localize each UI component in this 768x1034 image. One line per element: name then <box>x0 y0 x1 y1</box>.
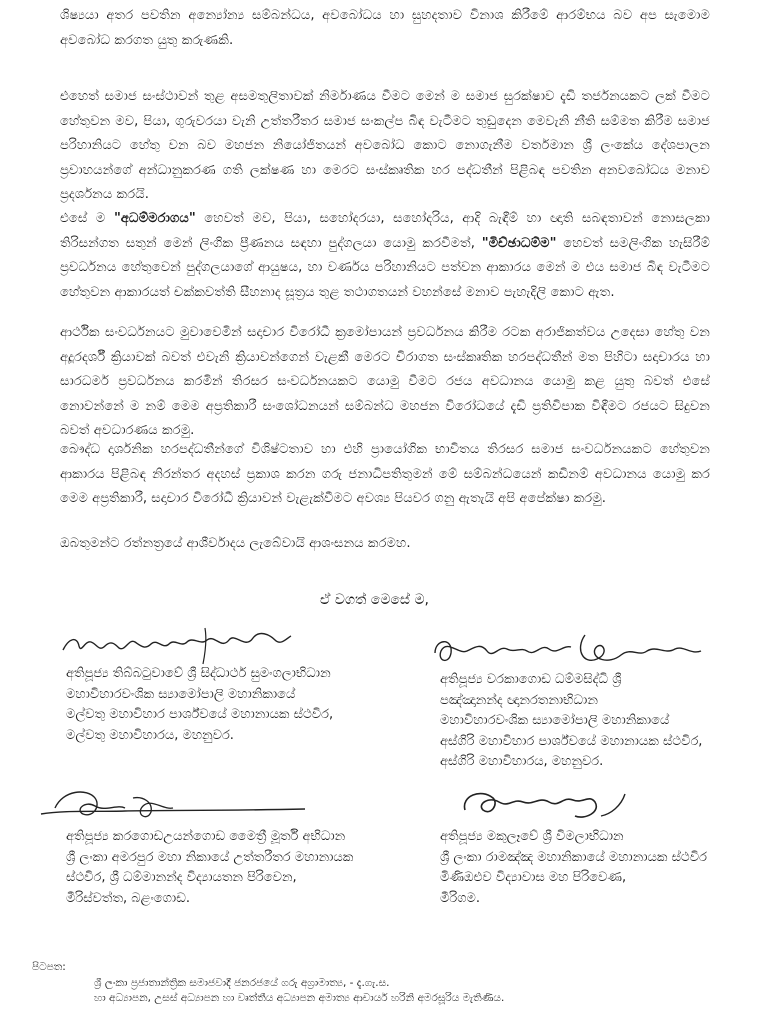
emphasized-term: "අධම්මරාගය" <box>113 211 196 226</box>
paragraph-text: එසේ ම <box>60 211 114 226</box>
signatory-1-line: මල්වතු මහාවිහාර පාර්ශ්වයේ මහානායක ස්ථවිර, <box>66 707 334 723</box>
copies-line: ශ්‍රී ලංකා ප්‍රජාතාන්ත්‍රික සමාජවාදී ජනරජයේ ගරු අග්‍රාමාත්‍ය, - දැ.ගැ.ස. <box>94 976 390 989</box>
signatory-1-block <box>66 664 333 746</box>
paragraph-text: හෙවත් මව, පියා, සහෝදරයා, සහෝදරිය, ආදි බැඳීම් හා ඥාති සබඳතාවන් නොසලකා තිරිසන්ගත සතුන් මෙන් ලිංගික ප්‍රීණනය සඳහා පුද්ගලයා යොමු කරවීමත්, <box>60 211 710 251</box>
signatory-3-line: ශ්‍රී ලංකා අමරපුර මහා නිකායේ උත්තරීතර මහානායක <box>66 849 354 865</box>
signatory-1-line: අතිපූජ්‍ය තිබ්බටුවාවේ ශ්‍රී සිද්ධාර්ථ සුමංගලාභිධාන <box>66 666 331 681</box>
letter-paragraph-2 <box>60 85 710 208</box>
signatory-4-line: ශ්‍රී ලංකා රාමඤ්ඤ මහානිකායේ මහානායක ස්ථවිර <box>440 849 707 865</box>
copies-heading: පිටපත: <box>32 961 66 973</box>
signatory-3-block <box>66 827 353 909</box>
signatory-3-line: අතිපූජ්‍ය කරගොඩඋයන්ගොඩ මෛත්‍රී මූර්ති අභිධාන <box>66 829 346 844</box>
copies-line: හා අධ්‍යාපන, උසස් අධ්‍යාපන හා වෘත්තීය අධ්‍යාපන අමාත්‍ය ආචාර්ය හරිනි අමරසූරිය මැතිණිය. <box>94 992 505 1004</box>
letter-paragraph-3 <box>60 207 710 305</box>
signatory-1-line: මල්වතු මහාවිහාරය, මහනුවර. <box>66 727 234 743</box>
signatory-2-line: අස්ගිරි මහාවිහාර පාර්ශ්වයේ මහානායක ස්ථවිර, <box>440 733 703 749</box>
signatory-2-line: අස්ගිරි මහාවිහාරය, මහනුවර. <box>440 754 604 770</box>
signatory-3-line: ස්ථවිර, ශ්‍රී ධම්මානන්ද විද්‍යායතන පිරිවෙන, <box>66 870 297 886</box>
copies-section <box>32 960 504 1007</box>
paragraph-text: එහෙත් සමාජ සංස්ථාවන් තුළ අසමතුලිතාවක් නිර්මාණය වීමට මෙන් ම සමාජ සුරක්ෂාව දැඩි තර්ජනයකට ලක් වීමට හේතුවන මව, පියා, ගුරුවරයා වැනි උත්තරීතර සමාජ සංකල්ප බිඳ වැටීමට තුඩුදෙන මෙවැනි නීති සම්මත කිරීම සමාජ පරිහානියට හේතු වන බව මහජන නියෝජිතයන් අවබෝධ කොට නොගැනීම වර්තමාන ශ්‍රී ලංකේය දේශපාලන ප්‍රවාහයන්ගේ අන්ධානුකරණ ගති ලක්ෂණ හා මෙරට සංස්කෘතික හර පද්ධතීන් පිළිබඳ පවතින අනවබෝධය මනාව ප්‍රදර්ශනය කරයි. <box>60 89 710 203</box>
signature-4-image <box>455 780 645 830</box>
closing-line: ඒ වගත් මෙසේ ම, <box>320 592 429 608</box>
letter-paragraph-6 <box>60 532 710 557</box>
letter-paragraph-5 <box>60 438 710 512</box>
paragraph-text: ඔබතුමන්ට රත්නත්‍රයේ ආශීර්වාදය ලැබේවායි ආශංසනය කරමහ. <box>60 536 411 551</box>
signature-3-image <box>35 778 325 830</box>
emphasized-term: "මිච්ඡාධම්ම" <box>481 235 557 251</box>
signatory-2-line: පඤ්ඤානන්ද ඥානරතනාභිධාන <box>440 692 598 708</box>
signatory-1-line: මහාවිහාරවංශික ස්‍යාමෝපාලි මහානිකායේ <box>66 686 296 702</box>
signatory-4-line: මීරිගම. <box>440 890 480 906</box>
paragraph-text: ආර්ථික සංවර්ධනයට මුවාවෙමින් සදාචාර විරෝධී ක්‍රමෝපායන් ප්‍රවර්ධනය කිරීම රටක අරාජිකත්වය උදෙසා හේතු වන අදූරදර්ශී ක්‍රියාවක් බවත් එවැනි ක්‍රියාවන්ගෙන් වැළකී මෙරට චිරාගත සංස්කෘතික හරපද්ධතීන් මත පිහිටා සදාචාරය හා සාරධර්ම ප්‍රවර්ධනය කරමින් තිරසර සංවර්ධනයකට යොමු වීමට රජය අවධානය යොමු කළ යුතු බවත් එසේ නොවන්නේ ම නම් මෙම අප්‍රතිකාරී සංශෝධනයන් සම්බන්ධ මහජන විරෝධයේ දැඩි ප්‍රතිවිපාක විඳීමට රජයට සිදුවන බවත් අවධාරණය කරමු. <box>60 325 710 439</box>
signatory-4-line: මිණිඔළුව විද්‍යාවාස මහ පිරිවෙණ, <box>440 870 627 886</box>
signatory-2-line: අතිපූජ්‍ය වරකාගොඩ ධම්මසිද්ධි ශ්‍රී <box>440 672 622 687</box>
paragraph-text: හෙවත් සමලිංගික හැසිරීම් ප්‍රවර්ධනය හේතුවෙන් පුද්ගලයාගේ ආයුෂය, හා වර්ණය පරිහානියට පත්වන ආකාරය මෙන් ම එය සමාජ බිඳ වැටීමට හේතුවන ආකාරයත් චක්කවත්ති සීහනාද සූත්‍රය තුළ තථාගතයන් වහන්සේ මනාව පැහැදිලි කොට ඇත. <box>60 235 710 300</box>
letter-paragraph-1 <box>60 4 710 53</box>
paragraph-text: ශිෂ්‍යයා අතර පවතින අන්‍යෝන්‍ය සම්බන්ධය, අවබෝධය හා සුහදතාව විනාශ කිරීමේ ආරම්භය බව අප සැමොම අවබෝධ කරගත යුතු කරුණකි. <box>60 8 710 48</box>
signatory-4-block <box>440 827 707 909</box>
signatory-2-block <box>440 670 702 773</box>
signatory-3-line: මීරිස්වත්ත, බළංගොඩ. <box>66 890 190 906</box>
paragraph-text: බෞද්ධ දාර්ශනික හරපද්ධතීන්ගේ විශිෂ්ටතාව හා එහි ප්‍රායෝගික භාවිතය තිරසර සමාජ සංවර්ධනයකට හේතුවන ආකාරය පිළිබඳ නිරන්තර අදහස් ප්‍රකාශ කරන ගරු ජනාධිපතිතුමන් මේ සම්බන්ධයෙන් කඩිනම් අවධානය යොමු කර මෙම අප්‍රතිකාරී, සදාචාර විරෝධී ක්‍රියාවන් වැළැක්වීමට අවශ්‍ය පියවර ගනු ඇතැයි අපි අපේක්ෂා කරමු. <box>60 442 710 507</box>
signatory-4-line: අතිපූජ්‍ය මකුලෑවේ ශ්‍රී විමලාභිධාන <box>440 829 624 844</box>
letter-paragraph-4 <box>60 321 710 444</box>
signature-2-image <box>425 625 715 675</box>
signature-1-image <box>55 620 305 668</box>
signatory-2-line: මහාවිහාරවංශික ස්‍යාමෝපාලි මහානිකායේ <box>440 713 670 729</box>
